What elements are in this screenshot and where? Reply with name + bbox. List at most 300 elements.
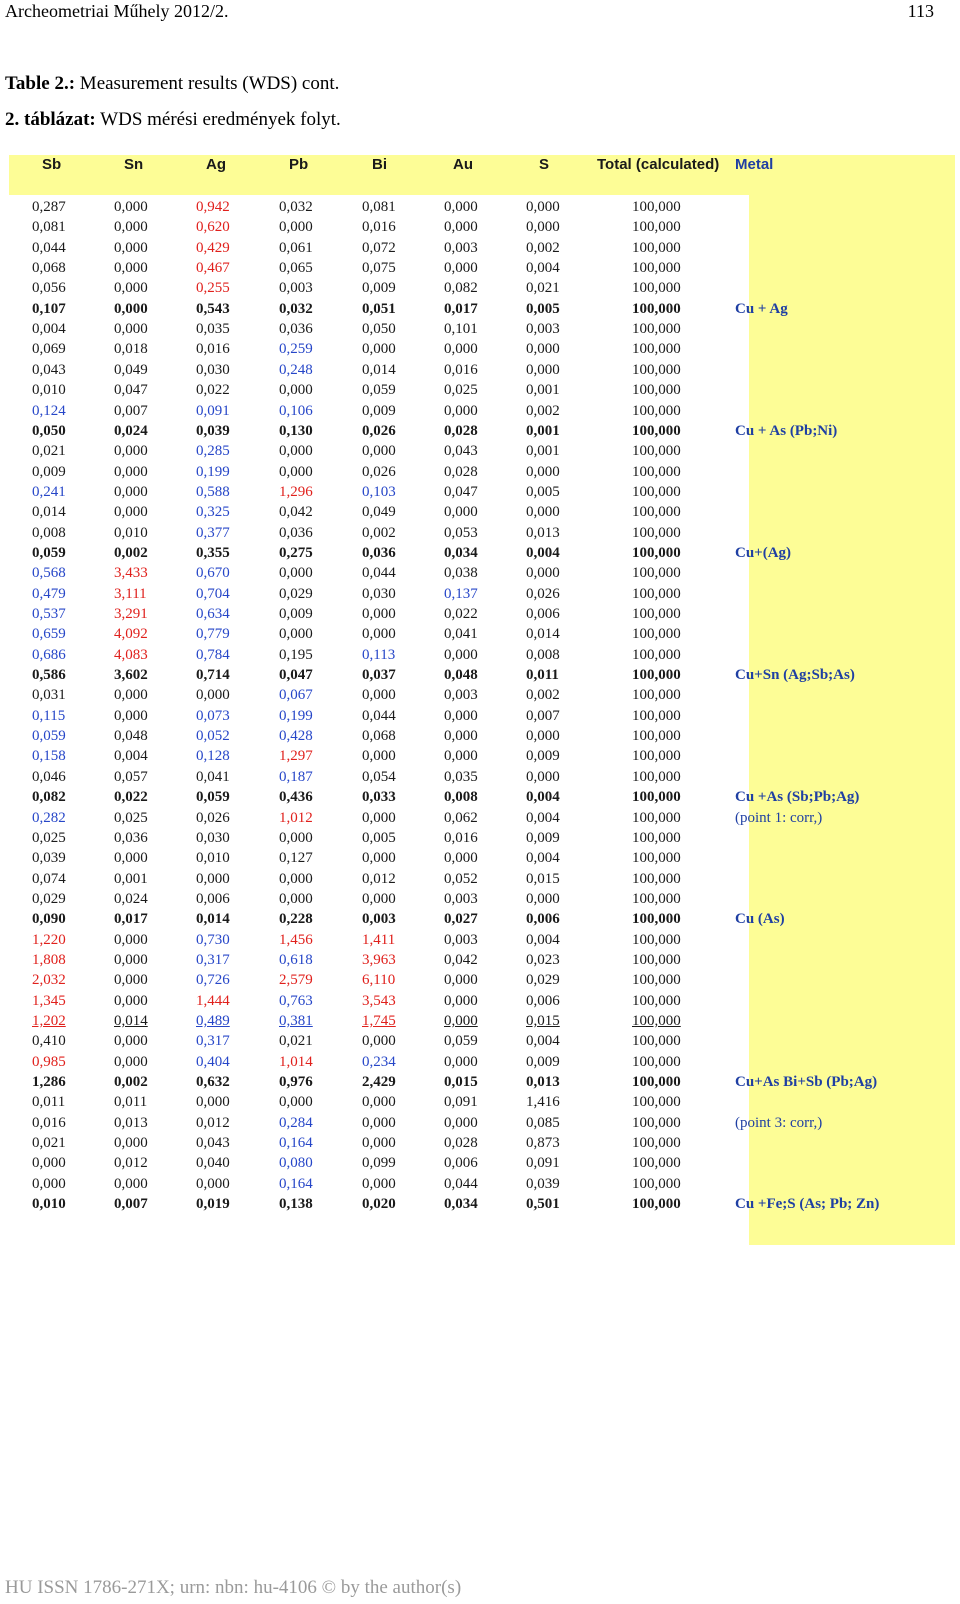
table-cell: 0,000 [114, 1135, 148, 1152]
table-cell: 0,008 [444, 789, 478, 806]
table-cell: 100,000 [632, 972, 681, 989]
metal-label: Cu +Fe;S (As; Pb; Zn) [735, 1196, 880, 1213]
table-cell: 0,002 [114, 1074, 148, 1091]
table-cell: 0,003 [362, 911, 396, 928]
table-cell: 0,000 [362, 850, 396, 867]
table-cell: 0,012 [114, 1155, 148, 1172]
table-row [0, 932, 960, 953]
table-cell: 100,000 [632, 1155, 681, 1172]
table-row [0, 1115, 960, 1136]
metal-label: Cu+Sn (Ag;Sb;As) [735, 667, 855, 684]
table-cell: 0,010 [32, 1196, 66, 1213]
table-cell: 0,046 [32, 768, 66, 785]
table-cell: 0,019 [196, 1196, 230, 1213]
table-cell: 0,429 [196, 239, 230, 256]
table-cell: 3,291 [114, 606, 148, 622]
table-cell: 100,000 [632, 1033, 681, 1050]
table-cell: 0,028 [444, 463, 478, 480]
table-cell: 100,000 [632, 911, 681, 928]
caption-hungarian [5, 109, 341, 131]
col-header-sn: Sn [124, 156, 144, 173]
table-cell: 0,004 [526, 1033, 560, 1050]
table-cell: 0,091 [444, 1094, 478, 1111]
table-cell: 0,000 [444, 728, 478, 745]
table-cell: 0,036 [362, 544, 396, 561]
table-cell: 1,808 [32, 951, 66, 968]
table-cell: 0,007 [526, 707, 560, 724]
table-cell: 0,355 [196, 544, 230, 561]
table-cell: 0,057 [114, 768, 148, 785]
table-cell: 0,241 [32, 483, 66, 500]
table-row [0, 565, 960, 586]
table-cell: 100,000 [632, 219, 681, 236]
table-cell: 0,082 [444, 280, 478, 297]
table-cell: 100,000 [632, 850, 681, 867]
table-cell: 0,164 [279, 1175, 313, 1192]
table-cell: 0,054 [362, 768, 396, 785]
table-cell: 100,000 [632, 544, 681, 561]
table-cell: 0,041 [444, 626, 478, 643]
table-cell: 0,000 [114, 321, 148, 338]
table-row [0, 1033, 960, 1054]
table-cell: 100,000 [632, 565, 681, 582]
table-cell: 0,099 [362, 1155, 396, 1172]
table-cell: 0,014 [362, 361, 396, 378]
table-row [0, 626, 960, 647]
table-cell: 0,005 [362, 829, 396, 846]
table-cell: 0,000 [279, 443, 313, 460]
table-cell: 0,000 [114, 931, 148, 948]
table-cell: 0,000 [279, 890, 313, 907]
table-cell: 0,003 [279, 280, 313, 297]
table-cell: 0,065 [279, 260, 313, 277]
table-cell: 0,013 [526, 524, 560, 541]
table-cell: 0,000 [114, 1033, 148, 1050]
table-cell: 0,000 [444, 402, 478, 419]
table-cell: 0,248 [279, 361, 313, 378]
table-cell: 0,000 [444, 850, 478, 867]
table-cell: 0,199 [279, 707, 313, 724]
table-cell: 0,000 [114, 463, 148, 480]
table-cell: 0,000 [362, 606, 396, 622]
table-cell: 0,044 [362, 707, 396, 724]
table-cell: 0,000 [114, 951, 148, 968]
table-cell: 100,000 [632, 382, 681, 399]
table-cell: 0,043 [444, 443, 478, 460]
table-row [0, 443, 960, 464]
table-cell: 100,000 [632, 341, 681, 358]
table-cell: 0,479 [32, 585, 66, 602]
table-row [0, 708, 960, 729]
table-cell: 0,029 [32, 890, 66, 907]
table-cell: 0,014 [32, 504, 66, 521]
table-cell: 0,000 [114, 1053, 148, 1070]
table-cell: 3,433 [114, 565, 148, 582]
table-cell: 100,000 [632, 402, 681, 419]
table-cell: 0,068 [362, 728, 396, 745]
table-cell: 0,006 [526, 911, 560, 928]
table-cell: 0,127 [279, 850, 313, 867]
table-row [0, 301, 960, 322]
table-cell: 0,022 [196, 382, 230, 399]
table-cell: 0,048 [114, 728, 148, 745]
table-cell: 0,059 [196, 789, 230, 806]
table-cell: 0,059 [32, 544, 66, 561]
table-cell: 0,000 [279, 219, 313, 236]
table-cell: 0,004 [526, 789, 560, 806]
table-row [0, 484, 960, 505]
table-cell: 0,069 [32, 341, 66, 358]
table-cell: 0,377 [196, 524, 230, 541]
table-row [0, 647, 960, 668]
page-number: 113 [907, 1, 934, 21]
table-cell: 0,228 [279, 911, 313, 928]
table-cell: 0,467 [196, 260, 230, 277]
table-cell: 0,024 [114, 422, 148, 439]
table-cell: 0,000 [362, 809, 396, 826]
table-cell: 0,543 [196, 300, 230, 317]
table-cell: 0,050 [32, 422, 66, 439]
table-row [0, 545, 960, 566]
table-cell: 1,014 [279, 1053, 313, 1070]
table-header-row [0, 156, 960, 182]
table-cell: 0,075 [362, 260, 396, 277]
caption-english-text: Measurement results (WDS) cont. [75, 73, 340, 94]
table-cell: 0,106 [279, 402, 313, 419]
table-cell: 1,345 [32, 992, 66, 1009]
table-cell: 100,000 [632, 748, 681, 765]
table-cell: 0,081 [362, 199, 396, 215]
table-cell: 0,073 [196, 707, 230, 724]
table-row [0, 403, 960, 424]
table-cell: 0,052 [196, 728, 230, 745]
table-row [0, 504, 960, 525]
table-cell: 0,284 [279, 1114, 313, 1131]
table-cell: 0,052 [444, 870, 478, 887]
table-cell: 0,381 [279, 1013, 313, 1029]
table-cell: 0,436 [279, 789, 313, 806]
table-cell: 0,763 [279, 992, 313, 1009]
table-cell: 0,199 [196, 463, 230, 480]
table-cell: 100,000 [632, 443, 681, 460]
table-cell: 0,000 [279, 463, 313, 480]
table-cell: 100,000 [632, 321, 681, 338]
table-cell: 0,049 [362, 504, 396, 521]
table-cell: 0,006 [526, 992, 560, 1009]
table-cell: 0,016 [196, 341, 230, 358]
table-cell: 100,000 [632, 809, 681, 826]
table-cell: 0,164 [279, 1135, 313, 1152]
table-cell: 100,000 [632, 524, 681, 541]
table-cell: 0,004 [526, 544, 560, 561]
table-cell: 0,976 [279, 1074, 313, 1091]
table-cell: 0,025 [114, 809, 148, 826]
table-cell: 0,000 [279, 870, 313, 887]
table-cell: 0,000 [196, 1175, 230, 1192]
table-cell: 0,000 [444, 219, 478, 236]
table-cell: 0,004 [32, 321, 66, 338]
table-cell: 1,297 [279, 748, 313, 765]
table-cell: 0,004 [526, 809, 560, 826]
table-cell: 0,082 [32, 789, 66, 806]
table-row [0, 341, 960, 362]
table-cell: 0,285 [196, 443, 230, 460]
table-cell: 0,042 [279, 504, 313, 521]
table-cell: 0,137 [444, 585, 478, 602]
table-cell: 0,000 [114, 850, 148, 867]
table-cell: 0,000 [279, 565, 313, 582]
table-cell: 1,012 [279, 809, 313, 826]
table-cell: 0,000 [114, 219, 148, 236]
table-cell: 0,158 [32, 748, 66, 765]
table-cell: 0,000 [444, 1053, 478, 1070]
table-cell: 100,000 [632, 646, 681, 663]
table-cell: 0,000 [114, 300, 148, 317]
table-cell: 0,000 [32, 1155, 66, 1172]
table-cell: 0,023 [526, 951, 560, 968]
table-row [0, 362, 960, 383]
table-cell: 0,029 [279, 585, 313, 602]
table-cell: 0,091 [526, 1155, 560, 1172]
table-cell: 0,000 [444, 260, 478, 277]
table-cell: 0,042 [444, 951, 478, 968]
table-cell: 0,255 [196, 280, 230, 297]
table-cell: 0,000 [526, 768, 560, 785]
table-cell: 0,000 [196, 1094, 230, 1111]
metal-label: Cu + Ag [735, 300, 788, 317]
table-cell: 100,000 [632, 606, 681, 622]
table-cell: 0,039 [526, 1175, 560, 1192]
table-row [0, 525, 960, 546]
table-cell: 0,080 [279, 1155, 313, 1172]
table-cell: 100,000 [632, 483, 681, 500]
table-cell: 0,010 [114, 524, 148, 541]
table-cell: 0,942 [196, 199, 230, 215]
table-row [0, 1155, 960, 1176]
table-cell: 0,009 [526, 829, 560, 846]
table-row [0, 830, 960, 851]
table-cell: 0,000 [444, 992, 478, 1009]
table-cell: 0,000 [362, 748, 396, 765]
table-cell: 0,009 [32, 463, 66, 480]
table-cell: 0,017 [114, 911, 148, 928]
table-cell: 0,007 [114, 1196, 148, 1213]
caption-hungarian-text: WDS mérési eredmények folyt. [95, 109, 341, 130]
table-row [0, 423, 960, 444]
table-cell: 0,130 [279, 422, 313, 439]
table-cell: 0,006 [444, 1155, 478, 1172]
table-cell: 0,000 [114, 972, 148, 989]
table-cell: 0,000 [362, 1114, 396, 1131]
table-cell: 0,041 [196, 768, 230, 785]
caption-english-label: Table 2.: [5, 73, 76, 94]
table-cell: 0,009 [526, 748, 560, 765]
metal-label: Cu+As Bi+Sb (Pb;Ag) [735, 1074, 878, 1091]
table-cell: 1,411 [362, 931, 396, 948]
table-cell: 100,000 [632, 707, 681, 724]
table-cell: 0,014 [196, 911, 230, 928]
table-cell: 0,043 [196, 1135, 230, 1152]
table-cell: 0,007 [114, 402, 148, 419]
table-cell: 0,036 [114, 829, 148, 846]
table-cell: 0,004 [526, 260, 560, 277]
table-cell: 0,033 [362, 789, 396, 806]
table-row [0, 219, 960, 240]
table-cell: 0,113 [362, 646, 396, 663]
table-row [0, 891, 960, 912]
table-cell: 0,003 [526, 321, 560, 338]
table-cell: 4,092 [114, 626, 148, 643]
metal-label: Cu +As (Sb;Pb;Ag) [735, 789, 860, 806]
table-row [0, 606, 960, 627]
table-cell: 0,000 [362, 443, 396, 460]
table-cell: 0,026 [196, 809, 230, 826]
table-cell: 0,000 [444, 748, 478, 765]
table-cell: 0,234 [362, 1053, 396, 1070]
table-cell: 1,745 [362, 1013, 396, 1029]
table-row [0, 1135, 960, 1156]
table-cell: 0,001 [526, 443, 560, 460]
table-cell: 1,416 [526, 1094, 560, 1111]
table-cell: 0,030 [362, 585, 396, 602]
table-cell: 0,016 [444, 829, 478, 846]
table-cell: 0,072 [362, 239, 396, 256]
table-cell: 100,000 [632, 1114, 681, 1131]
table-cell: 0,015 [444, 1074, 478, 1091]
table-cell: 0,036 [279, 524, 313, 541]
table-cell: 0,000 [114, 280, 148, 297]
table-cell: 100,000 [632, 687, 681, 704]
table-cell: 0,101 [444, 321, 478, 338]
table-cell: 0,000 [114, 239, 148, 256]
table-cell: 0,000 [526, 463, 560, 480]
table-cell: 0,000 [114, 260, 148, 277]
table-cell: 0,032 [279, 300, 313, 317]
table-cell: 0,040 [196, 1155, 230, 1172]
metal-label: (point 1: corr,) [735, 809, 823, 826]
table-cell: 0,014 [114, 1013, 148, 1029]
table-cell: 0,044 [362, 565, 396, 582]
table-row [0, 769, 960, 790]
table-cell: 0,074 [32, 870, 66, 887]
col-header-metal: Metal [735, 156, 774, 173]
table-cell: 0,002 [526, 402, 560, 419]
table-cell: 0,003 [444, 890, 478, 907]
table-cell: 0,000 [114, 992, 148, 1009]
table-cell: 0,026 [362, 463, 396, 480]
table-cell: 0,002 [526, 687, 560, 704]
table-cell: 0,187 [279, 768, 313, 785]
table-cell: 0,005 [526, 300, 560, 317]
table-cell: 0,000 [279, 382, 313, 399]
table-cell: 0,000 [444, 1114, 478, 1131]
table-row [0, 1074, 960, 1095]
table-cell: 0,006 [196, 890, 230, 907]
table-cell: 0,008 [526, 646, 560, 663]
table-cell: 0,000 [526, 890, 560, 907]
table-cell: 0,048 [444, 667, 478, 684]
table-cell: 0,039 [32, 850, 66, 867]
table-cell: 0,008 [32, 524, 66, 541]
table-cell: 0,021 [279, 1033, 313, 1050]
table-row [0, 260, 960, 281]
table-cell: 0,028 [444, 1135, 478, 1152]
table-row [0, 810, 960, 831]
table-cell: 0,091 [196, 402, 230, 419]
table-cell: 100,000 [632, 789, 681, 806]
table-cell: 0,047 [279, 667, 313, 684]
table-cell: 0,059 [444, 1033, 478, 1050]
table-cell: 0,000 [362, 687, 396, 704]
table-row [0, 464, 960, 485]
table-cell: 0,428 [279, 728, 313, 745]
table-cell: 0,000 [279, 829, 313, 846]
table-cell: 100,000 [632, 829, 681, 846]
table-cell: 0,027 [444, 911, 478, 928]
table-cell: 100,000 [632, 504, 681, 521]
table-cell: 0,013 [526, 1074, 560, 1091]
table-cell: 0,000 [526, 504, 560, 521]
table-cell: 100,000 [632, 361, 681, 378]
table-cell: 3,111 [114, 585, 147, 602]
table-row [0, 1013, 960, 1034]
table-cell: 4,083 [114, 646, 148, 663]
table-cell: 0,050 [362, 321, 396, 338]
table-cell: 0,051 [362, 300, 396, 317]
table-cell: 0,020 [362, 1196, 396, 1213]
table-cell: 0,006 [526, 606, 560, 622]
table-cell: 0,036 [279, 321, 313, 338]
table-row [0, 993, 960, 1014]
table-cell: 0,000 [444, 199, 478, 215]
table-cell: 2,429 [362, 1074, 396, 1091]
table-cell: 100,000 [632, 1196, 681, 1213]
table-cell: 0,000 [114, 504, 148, 521]
table-row [0, 321, 960, 342]
footer-issn: HU ISSN 1786-271X; urn: nbn: hu-4106 © by the author(s) [5, 1577, 462, 1598]
table-row [0, 1094, 960, 1115]
table-row [0, 382, 960, 403]
table-cell: 0,000 [114, 1175, 148, 1192]
table-cell: 100,000 [632, 992, 681, 1009]
table-cell: 0,000 [114, 199, 148, 215]
table-cell: 3,602 [114, 667, 148, 684]
table-row [0, 586, 960, 607]
table-cell: 0,011 [32, 1094, 66, 1111]
table-cell: 0,259 [279, 341, 313, 358]
table-cell: 100,000 [632, 870, 681, 887]
table-cell: 0,016 [362, 219, 396, 236]
table-cell: 0,501 [526, 1196, 560, 1213]
table-cell: 0,056 [32, 280, 66, 297]
metal-label: (point 3: corr,) [735, 1114, 823, 1131]
table-cell: 0,021 [32, 1135, 66, 1152]
table-cell: 0,195 [279, 646, 313, 663]
table-cell: 100,000 [632, 951, 681, 968]
table-cell: 0,039 [196, 422, 230, 439]
metal-label: Cu+(Ag) [735, 544, 792, 561]
col-header-s: S [539, 156, 550, 173]
table-cell: 0,001 [526, 382, 560, 399]
table-cell: 0,000 [526, 219, 560, 236]
table-cell: 0,730 [196, 931, 230, 948]
table-cell: 0,000 [444, 1013, 478, 1029]
table-cell: 0,013 [114, 1114, 148, 1131]
table-cell: 0,000 [362, 890, 396, 907]
table-cell: 0,037 [362, 667, 396, 684]
table-row [0, 1054, 960, 1075]
table-cell: 0,000 [362, 626, 396, 643]
